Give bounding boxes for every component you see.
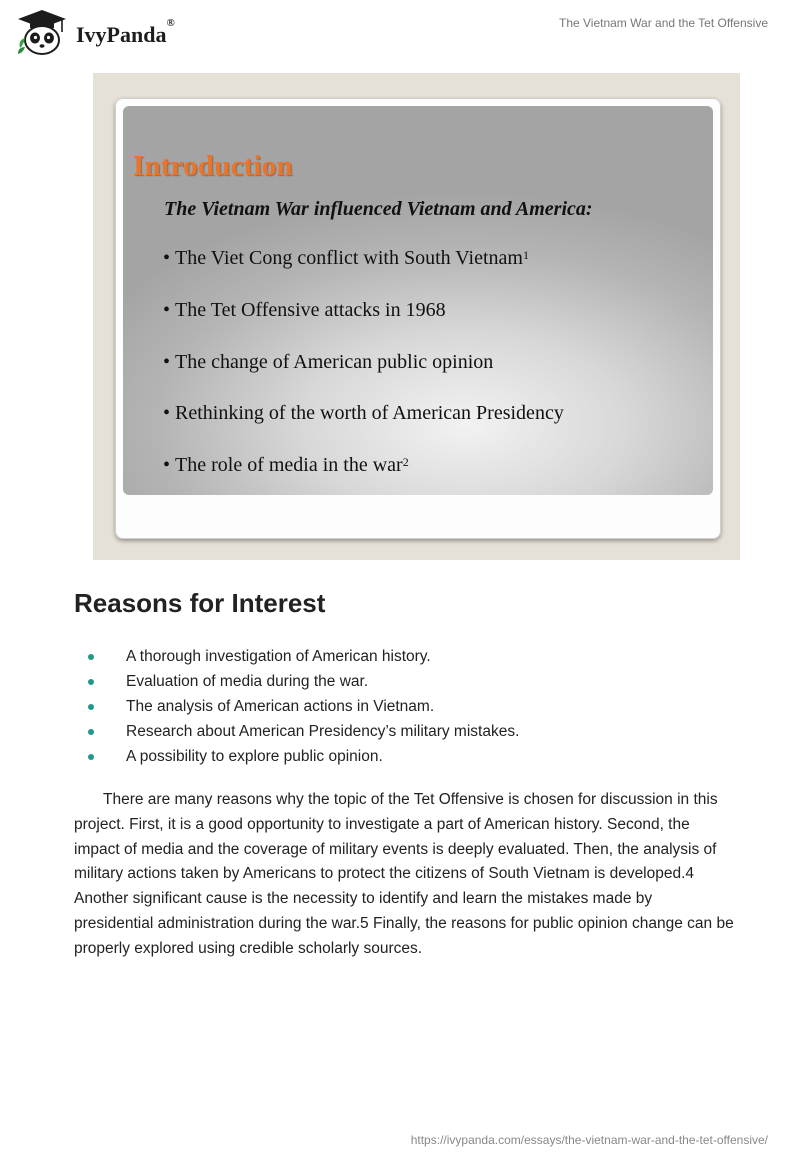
section-heading: Reasons for Interest [74, 588, 326, 618]
slide-bullet-list [163, 246, 564, 505]
list-item: A thorough investigation of American history. [88, 647, 519, 672]
ivypanda-logo[interactable] [14, 8, 175, 58]
slide-panel [123, 106, 713, 495]
bullet-dot-icon [88, 704, 94, 710]
bullet-dot-icon [88, 654, 94, 660]
list-item: Research about American Presidency’s military mistakes. [88, 722, 519, 747]
slide-bullet: • Rethinking of the worth of American Presidency [163, 402, 564, 425]
slide-bullet: • The change of American public opinion [163, 350, 494, 373]
page-header [0, 0, 800, 64]
slide-image [93, 73, 740, 560]
slide-card [115, 98, 721, 539]
bullet-dot-icon [88, 729, 94, 735]
document-title: The Vietnam War and the Tet Offensive [558, 16, 768, 30]
list-item: Evaluation of media during the war. [88, 672, 519, 697]
panda-graduate-icon [14, 8, 70, 58]
bullet-dot-icon [88, 754, 94, 760]
bullet-dot-icon [88, 679, 94, 685]
source-url-link[interactable]: https://ivypanda.com/essays/the-vietnam-war-and-the-tet-offensive/ [410, 1133, 768, 1147]
list-item: The analysis of American actions in Vietnam. [88, 697, 519, 722]
body-paragraph: There are many reasons why the topic of the Tet Offensive is chosen for discussion in this project. First, it is a good opportunity to investigate a part of American history. Second, the impact of media and the coverage of military events is deeply evaluated. Then, the analysis of military actions taken by Americans to protect the citizens of South Vietnam is developed.4 Another significant cause is the necessity to identify and learn the mistakes made by presidential administration during the war.5 Finally, the reasons for public opinion change can be properly explored using credible scholarly sources. [74, 791, 734, 957]
list-item: A possibility to explore public opinion. [88, 747, 519, 772]
slide-bullet: • The Viet Cong conflict with South Vietnam$^1$ [163, 247, 529, 269]
slide-bullet: • The Tet Offensive attacks in 1968 [163, 298, 446, 321]
brand-name: IvyPanda® [76, 16, 175, 47]
slide-subtitle: The Vietnam War influenced Vietnam and America: [164, 198, 593, 220]
slide-title: Introduction [133, 150, 293, 182]
reasons-list [88, 647, 519, 772]
slide-bullet: • The role of media in the war$^2$ [163, 454, 409, 477]
